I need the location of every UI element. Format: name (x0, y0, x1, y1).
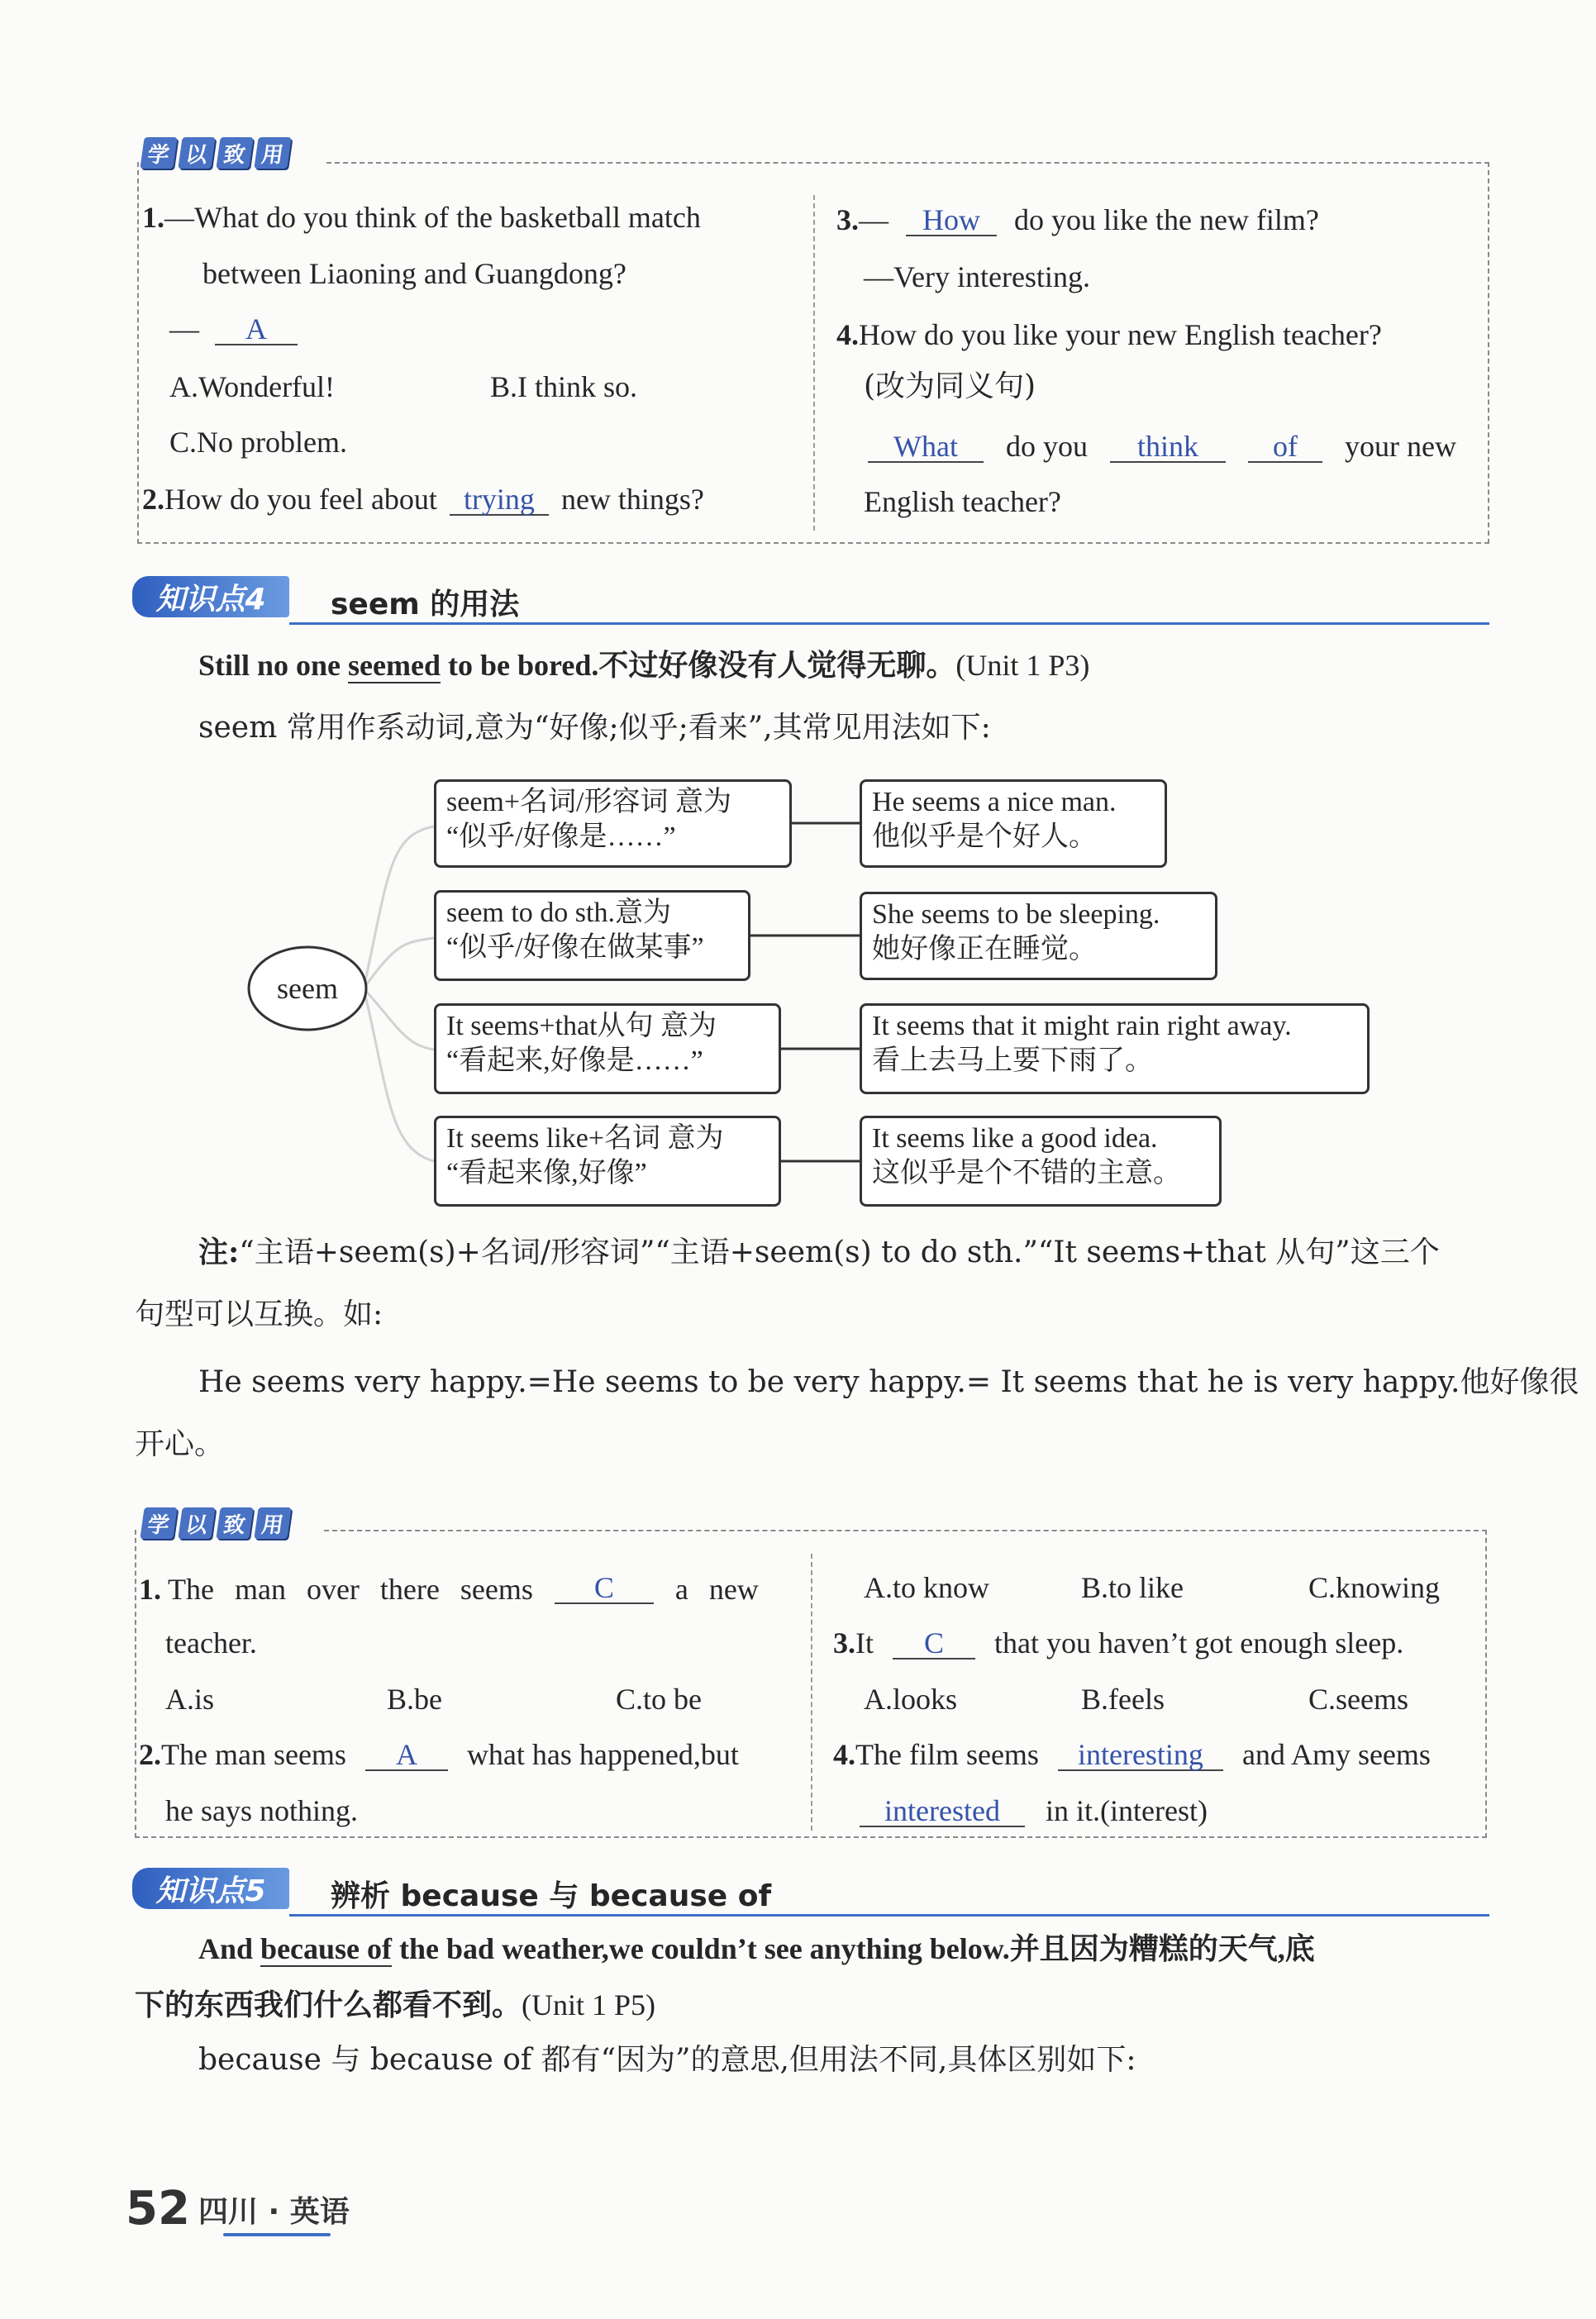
answer-blank[interactable]: A (365, 1740, 448, 1771)
mindmap-right-box: It seems that it might rain right away. 看上去马上要下雨了。 (860, 1003, 1370, 1094)
kp4-example: Still no one seemed to be bored.不过好像没有人觉得无聊。(Unit 1 P3) (198, 649, 1090, 682)
question-number: 4. (836, 318, 859, 351)
question-number: 1. (139, 1573, 161, 1606)
p1-q1-line2: between Liaoning and Guangdong? (202, 257, 626, 290)
p2-q1: 1. The man over there seems C a new (139, 1571, 759, 1606)
mindmap-left-box: seem to do sth.意为 “似乎/好像在做某事” (434, 890, 750, 981)
p2-q4: 4.The film seems interesting and Amy seems (833, 1738, 1431, 1771)
kp5-rule (289, 1914, 1489, 1917)
question-number: 2. (139, 1738, 161, 1771)
question-number: 1. (142, 201, 164, 234)
option-c: C.to be (616, 1683, 702, 1716)
mindmap-left-box: It seems like+名词 意为 “看起来像,好像” (434, 1116, 781, 1207)
mindmap-right-box: It seems like a good idea. 这似乎是个不错的主意。 (860, 1116, 1222, 1207)
kp4-title: seem 的用法 (331, 588, 520, 621)
badge-char: 以 (178, 137, 215, 169)
option-a: A.Wonderful! (169, 370, 336, 403)
badge-char: 致 (216, 1507, 253, 1539)
mindmap-right-box: She seems to be sleeping. 她好像正在睡觉。 (860, 892, 1217, 980)
answer-blank[interactable]: How (906, 205, 997, 236)
mindmap-center-label: seem (277, 972, 338, 1005)
p1-q3: 3.— How do you like the new film? (836, 203, 1319, 236)
p2-q1-line2: teacher. (165, 1626, 257, 1659)
p1-q1-answer-line: — A (169, 314, 298, 345)
option-c: C.No problem. (169, 426, 347, 459)
kp4-example-line2: 开心。 (135, 1427, 225, 1461)
mindmap-left-box: seem+名词/形容词 意为 “似乎/好像是……” (434, 779, 792, 868)
kp4-note-line2: 句型可以互换。如: (135, 1298, 384, 1331)
badge-char: 学 (140, 1507, 177, 1539)
p1-q4-line1: 4.How do you like your new English teacher? (836, 318, 1382, 351)
answer-blank[interactable]: interesting (1058, 1740, 1223, 1771)
p2-q4-line2: interested in it.(interest) (860, 1796, 1208, 1827)
question-number: 3. (836, 203, 859, 236)
p2-q2: 2.The man seems A what has happened,but (139, 1738, 739, 1771)
mindmap-right-box: He seems a nice man. 他似乎是个好人。 (860, 779, 1167, 868)
option-a: A.to know (864, 1571, 989, 1604)
answer-blank[interactable]: of (1248, 431, 1322, 463)
badge-char: 致 (216, 137, 253, 169)
practice-divider-2 (811, 1554, 812, 1831)
answer-blank[interactable]: interested (860, 1796, 1025, 1827)
kp5-example-line1: And because of the bad weather,we couldn’t see anything below.并且因为糟糕的天气,底 (198, 1932, 1315, 1965)
option-c: C.seems (1308, 1683, 1408, 1716)
option-b: B.feels (1081, 1683, 1165, 1716)
page-number: 52 (126, 2182, 190, 2236)
badge-char: 学 (140, 137, 177, 169)
kp4-note-line1: 注:“主语+seem(s)+名词/形容词”“主语+seem(s) to do sth.”“It seems+that 从句”这三个 (198, 1235, 1440, 1269)
option-c: C.knowing (1308, 1571, 1441, 1604)
p1-q1-line1: 1.—What do you think of the basketball match (142, 201, 701, 234)
p2-q3: 3.It C that you haven’t got enough sleep. (833, 1626, 1404, 1659)
question-number: 2. (142, 483, 164, 516)
kp5-title: 辨析 because 与 because of (331, 1879, 772, 1913)
option-a: A.is (165, 1683, 215, 1716)
question-number: 3. (833, 1626, 855, 1659)
badge-char: 以 (178, 1507, 215, 1539)
p1-q2: 2.How do you feel about trying new things? (142, 483, 704, 516)
p1-q4-answer-line: What do you think of your new (868, 431, 1456, 463)
kp4-intro: seem 常用作系动词,意为“好像;似乎;看来”,其常见用法如下: (198, 711, 991, 745)
p2-q2-line2: he says nothing. (165, 1794, 358, 1827)
option-b: B.be (387, 1683, 442, 1716)
answer-blank[interactable]: C (893, 1628, 975, 1659)
mindmap-left-box: It seems+that从句 意为 “看起来,好像是……” (434, 1003, 781, 1094)
question-number: 4. (833, 1738, 855, 1771)
badge-char: 用 (254, 137, 291, 169)
kp4-example-line1: He seems very happy.=He seems to be very happy.= It seems that he is very happy.他好像很 (198, 1365, 1579, 1399)
kp5-intro: because 与 because of 都有“因为”的意思,但用法不同,具体区别如下: (198, 2043, 1136, 2077)
option-b: B.to like (1081, 1571, 1184, 1604)
footer-label: 四川 · 英语 (198, 2195, 350, 2229)
answer-blank[interactable]: A (215, 314, 298, 345)
kp4-tag: 知识点4 (132, 576, 289, 617)
p1-q4-note: (改为同义句) (864, 369, 1036, 403)
p1-q3-reply: —Very interesting. (864, 260, 1090, 293)
option-b: B.I think so. (490, 370, 638, 403)
answer-blank[interactable]: trying (450, 484, 549, 516)
option-a: A.looks (864, 1683, 958, 1716)
kp5-example-line2: 下的东西我们什么都看不到。(Unit 1 P5) (135, 1988, 656, 2022)
answer-blank[interactable]: C (555, 1573, 654, 1604)
practice-box-2-top (324, 1530, 1487, 1531)
kp5-tag: 知识点5 (132, 1868, 289, 1909)
footer-accent-line (223, 2233, 331, 2236)
answer-blank[interactable]: think (1110, 431, 1226, 463)
p1-q4-line3: English teacher? (864, 485, 1061, 518)
badge-char: 用 (254, 1507, 291, 1539)
answer-blank[interactable]: What (868, 431, 984, 463)
